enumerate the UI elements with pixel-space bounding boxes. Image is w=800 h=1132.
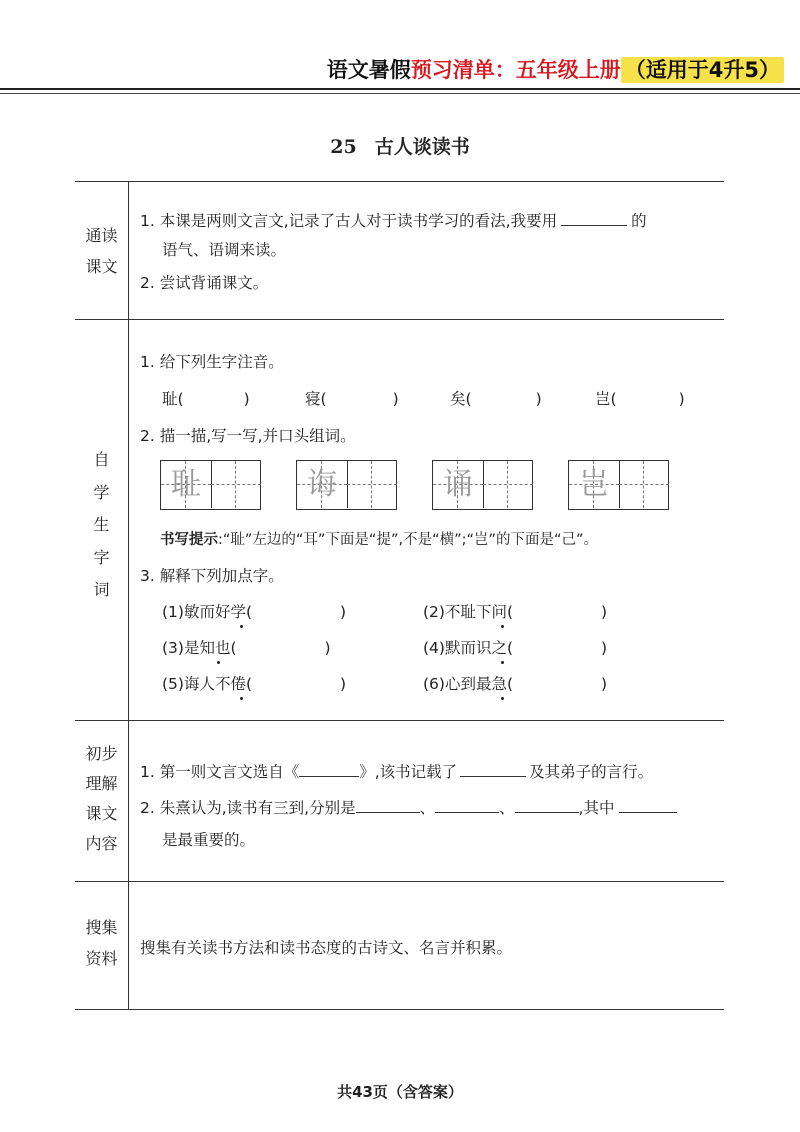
label-line: 内容 [85,834,118,853]
explain-close: ) [601,675,608,693]
trace-char: 岂 [579,467,609,502]
pinyin-item[interactable] [305,389,399,409]
grid-cell-trace [433,461,484,508]
answer-blank[interactable] [299,760,359,777]
s3-q1 [140,760,653,782]
pinyin-char: 寝( [305,390,327,408]
explain-item[interactable] [162,638,331,658]
writing-grid [296,460,397,510]
grid-cell-trace [161,461,212,508]
section-label-read-text [75,220,128,282]
trace-char: 诲 [307,467,337,502]
explain-dotted: 知也( [199,639,237,657]
s3-q2-cont: 是最重要的。 [162,831,256,849]
s2-q1: 1. 给下列生字注音。 [140,353,284,371]
explain-dotted: 之( [491,639,514,657]
answer-blank[interactable] [356,796,420,813]
explain-pre: (6)心到最 [423,675,492,693]
explain-pre: (3)是 [162,639,200,657]
writing-hint [160,530,598,550]
hint-text: :“耻”左边的“耳”下面是“提”,不是“横”;“岂”的下面是“己”。 [218,532,599,548]
label-char: 自 [93,450,110,469]
pinyin-close: ) [243,390,250,408]
s1-item1-text: 1. 本课是两则文言文,记录了古人对于读书学习的看法,我要用 [140,212,558,230]
s1-item1-cont: 语气、语调来读。 [162,241,287,259]
header-title [327,54,784,84]
explain-close: ) [601,639,608,657]
s3-q1-text: 及其弟子的言行。 [529,763,654,781]
label-line: 初步 [85,744,118,763]
label-line: 通读 [85,226,118,245]
answer-blank[interactable] [619,796,677,813]
writing-grid [432,460,533,510]
s3-q1-text: 》,该书记载了 [359,763,458,781]
label-char: 词 [93,580,110,599]
page-header [0,0,800,95]
label-line: 课文 [85,257,118,276]
header-rule-thin [0,93,800,94]
grid-cell-trace [569,461,620,508]
pinyin-char: 矣( [450,390,472,408]
explain-close: ) [340,675,347,693]
s3-q2 [140,796,677,818]
table-row-divider [75,319,724,320]
explain-close: ) [340,603,347,621]
s3-q2-text: 2. 朱熹认为,读书有三到,分别是 [140,799,356,817]
explain-pre: (5)诲人不 [162,675,231,693]
table-border-bottom [75,1009,724,1010]
explain-item[interactable] [162,674,346,694]
trace-char: 耻 [171,467,201,502]
explain-item[interactable] [423,638,607,658]
writing-grid [568,460,669,510]
s3-q2-sep: 、 [419,799,436,817]
explain-item[interactable] [162,602,346,622]
s1-item2: 2. 尝试背诵课文。 [140,274,269,292]
header-title-main: 预习清单：五年级上册 [410,58,621,82]
s4-text: 搜集有关读书方法和读书态度的古诗文、名言并积累。 [140,939,513,957]
explain-pre: (2)不耻下 [423,603,492,621]
label-line: 搜集 [85,918,118,937]
writing-grid [160,460,261,510]
answer-blank[interactable] [435,796,499,813]
section-label-collect [75,912,128,974]
label-line: 理解 [85,774,118,793]
grid-cell-write[interactable] [347,461,397,508]
s2-q3: 3. 解释下列加点字。 [140,567,284,585]
header-rule-thick [0,88,800,90]
answer-blank[interactable] [561,209,627,226]
pinyin-char: 岂( [595,390,617,408]
s3-q1-text: 1. 第一则文言文选自《 [140,763,300,781]
lesson-name: 古人谈读书 [374,136,470,158]
label-char: 字 [93,547,110,567]
header-grade-badge: （适用于4升5） [621,57,784,83]
grid-cell-trace [297,461,348,508]
hint-label: 书写提示 [160,532,218,548]
pinyin-item[interactable] [162,389,250,409]
pinyin-close: ) [392,390,399,408]
answer-blank[interactable] [460,760,526,777]
explain-pre: (4)默而识 [423,639,492,657]
pinyin-close: ) [535,390,542,408]
s1-item1 [140,209,647,231]
explain-dotted: 倦( [230,675,253,693]
lesson-number: 25 [330,136,357,158]
s1-item1-end: 的 [631,212,647,230]
explain-item[interactable] [423,602,607,622]
label-char: 生 [93,515,110,534]
explain-pre: (1)敏而好 [162,603,231,621]
s3-q2-sep: 、 [499,799,515,817]
pinyin-close: ) [678,390,685,408]
explain-close: ) [324,639,331,657]
explain-dotted: 急( [491,675,514,693]
explain-dotted: 学( [230,603,253,621]
explain-item[interactable] [423,674,607,694]
explain-close: ) [601,603,608,621]
pinyin-item[interactable] [595,389,685,409]
table-row-divider [75,881,724,882]
answer-blank[interactable] [515,796,579,813]
table-border-top [75,181,724,182]
lesson-title [0,132,800,159]
section-label-self-study [75,444,128,607]
s3-q2-text: ,其中 [578,799,615,817]
header-title-prefix: 语文暑假 [326,58,411,82]
trace-char: 诵 [443,467,473,502]
table-row-divider [75,720,724,721]
pinyin-item[interactable] [450,389,542,409]
table-column-divider [128,181,129,1009]
explain-dotted: 问( [491,603,514,621]
label-line: 课文 [85,804,118,823]
label-char: 学 [93,482,110,502]
pinyin-char: 耻( [162,390,184,408]
section-label-understand [75,739,128,859]
page-footer: 共43页（含答案） [337,1083,463,1101]
label-line: 资料 [85,949,118,968]
s2-q2: 2. 描一描,写一写,并口头组词。 [140,427,356,445]
grid-cell-write[interactable] [619,461,669,508]
grid-cell-write[interactable] [211,461,261,508]
grid-cell-write[interactable] [483,461,533,508]
